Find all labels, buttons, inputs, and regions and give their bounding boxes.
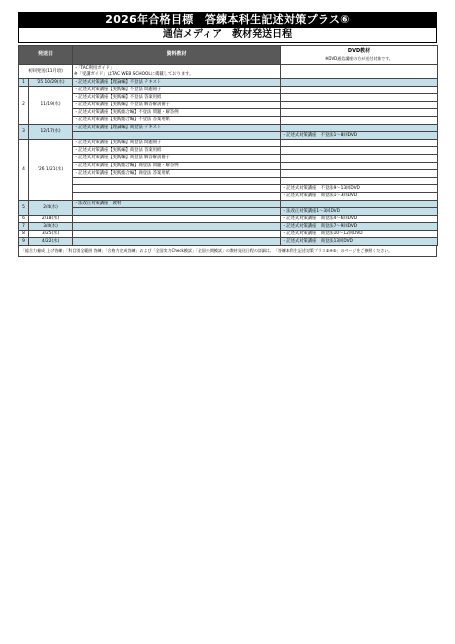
dvd-header-label: DVD教材 [347,48,371,54]
material-cell: ・記述式対策講座【実践編】不登法 問題冊子 [73,86,281,94]
dvd-cell [281,101,438,109]
column-header-ship-date: 発送日 [19,46,73,65]
dvd-cell: ・記述式対策講座 商登法13回DVD [281,238,438,246]
dvd-cell: ・記述式対策講座 商登法7～9回DVD [281,223,438,231]
table-row [19,230,438,238]
material-cell [73,208,281,216]
initial-shipment-row [19,65,438,79]
page-title: 2026年合格目標 答練本科生記述対策プラス⑥ [18,12,437,28]
table-row [19,170,438,178]
ship-date: 3/4(水) [29,223,73,231]
table-row [19,223,438,231]
material-cell [73,238,281,246]
ship-date: 2/4(水) [29,200,73,215]
dvd-cell [281,162,438,170]
row-number: 2 [19,86,29,124]
dvd-cell [281,139,438,147]
material-cell: ・記述式対策講座【実践総合編】商登法 問題・解答例 [73,162,281,170]
ship-date: '26 1/21(水) [29,139,73,200]
dvd-cell [281,124,438,132]
material-cell: ・記述式対策講座【実践編】商登法 答案用紙 [73,147,281,155]
ship-date: 12/17(水) [29,124,73,139]
dvd-cell [281,109,438,117]
table-row [19,109,438,117]
table-row [19,139,438,147]
dvd-cell: ・記述式対策講座 商登法4～6回DVD [281,215,438,223]
table-row [19,132,438,140]
dvd-cell [281,177,438,185]
material-cell [73,215,281,223]
ship-date: 2/18(水) [29,215,73,223]
material-cell [73,185,281,193]
dvd-cell [281,94,438,102]
material-cell [73,230,281,238]
material-cell: ・記述式対策講座【実践編】商登法 問題冊子 [73,139,281,147]
material-cell: ・記述式対策講座【実践編】商登法 解答解説冊子 [73,154,281,162]
initial-item: ・「TAC利用ガイド」 [74,65,115,71]
initial-item: ※「受講ガイド」はTAC WEB SCHOOLに掲載しております。 [74,71,194,77]
material-cell: ・記述式対策講座【理論編】不登法 テキスト [73,79,281,87]
table-row [19,116,438,124]
dvd-cell [281,147,438,155]
row-number: 4 [19,139,29,200]
table-row [19,79,438,87]
dvd-cell [281,86,438,94]
row-number: 1 [19,79,29,87]
table-row [19,154,438,162]
ship-date: '25 10/29(水) [29,79,73,87]
material-cell [73,132,281,140]
dvd-cell [281,79,438,87]
dvd-cell: ・記述式対策講座 商登法10～12回DVD [281,230,438,238]
table-row [19,208,438,216]
dvd-cell: ・記述式対策講座 不登法9～13回DVD [281,185,438,193]
row-number: 3 [19,124,29,139]
table-row [19,238,438,246]
material-cell: ・記述式対策講座【実践総合編】不登法 問題・解答例 [73,109,281,117]
table-row [19,215,438,223]
table-row [19,147,438,155]
material-cell: ・記述式対策講座【実践総合編】商登法 答案用紙 [73,170,281,178]
dvd-cell [281,200,438,208]
dvd-cell: ・法改正対策講座1～3回DVD [281,208,438,216]
row-number: 9 [19,238,29,246]
table-row [19,162,438,170]
footnote: 「総合力養成 上げ答練」「科目別全範囲 答練」「合格力完成答練」および「全国実力Check模試」「全国公開模試」の教材発送日程の詳細は、「答練本科生記述対策プラス①④⑤」のページをご参照ください。 [18,246,437,257]
schedule-table [18,45,438,246]
table-row [19,185,438,193]
initial-label: 初回発送(11月頃) [19,65,73,79]
table-row [19,192,438,200]
material-cell [73,192,281,200]
dvd-cell [281,116,438,124]
ship-date: 4/22(水) [29,238,73,246]
table-header-row [19,46,438,65]
material-cell [73,177,281,185]
table-row [19,86,438,94]
dvd-cell [281,154,438,162]
initial-dvd [281,65,438,79]
material-cell [73,223,281,231]
material-cell: ・法改正対策講座 教材 [73,200,281,208]
column-header-dvd [281,46,438,65]
dvd-header-note: ※DVD通信講座の方が送付対象です。 [325,56,393,61]
row-number: 8 [19,230,29,238]
schedule-page [18,12,437,257]
row-number: 5 [19,200,29,215]
material-cell: ・記述式対策講座【実践編】不登法 答案用紙 [73,94,281,102]
dvd-cell [281,170,438,178]
row-number: 7 [19,223,29,231]
dvd-cell: ・記述式対策講座 商登法1～3回DVD [281,192,438,200]
table-row [19,200,438,208]
ship-date: 3/25(水) [29,230,73,238]
page-subtitle: 通信メディア 教材発送日程 [18,28,437,43]
table-row [19,94,438,102]
table-row [19,101,438,109]
material-cell: ・記述式対策講座【理論編】商登法 テキスト [73,124,281,132]
dvd-cell: ・記述式対策講座 不登法1～8回DVD [281,132,438,140]
material-cell: ・記述式対策講座【実践編】不登法 解答解説冊子 [73,101,281,109]
material-cell: ・記述式対策講座【実践総合編】不登法 答案用紙 [73,116,281,124]
initial-items [73,65,281,79]
ship-date: 11/19(水) [29,86,73,124]
table-row [19,124,438,132]
row-number: 6 [19,215,29,223]
table-row [19,177,438,185]
column-header-materials: 資料教材 [73,46,281,65]
